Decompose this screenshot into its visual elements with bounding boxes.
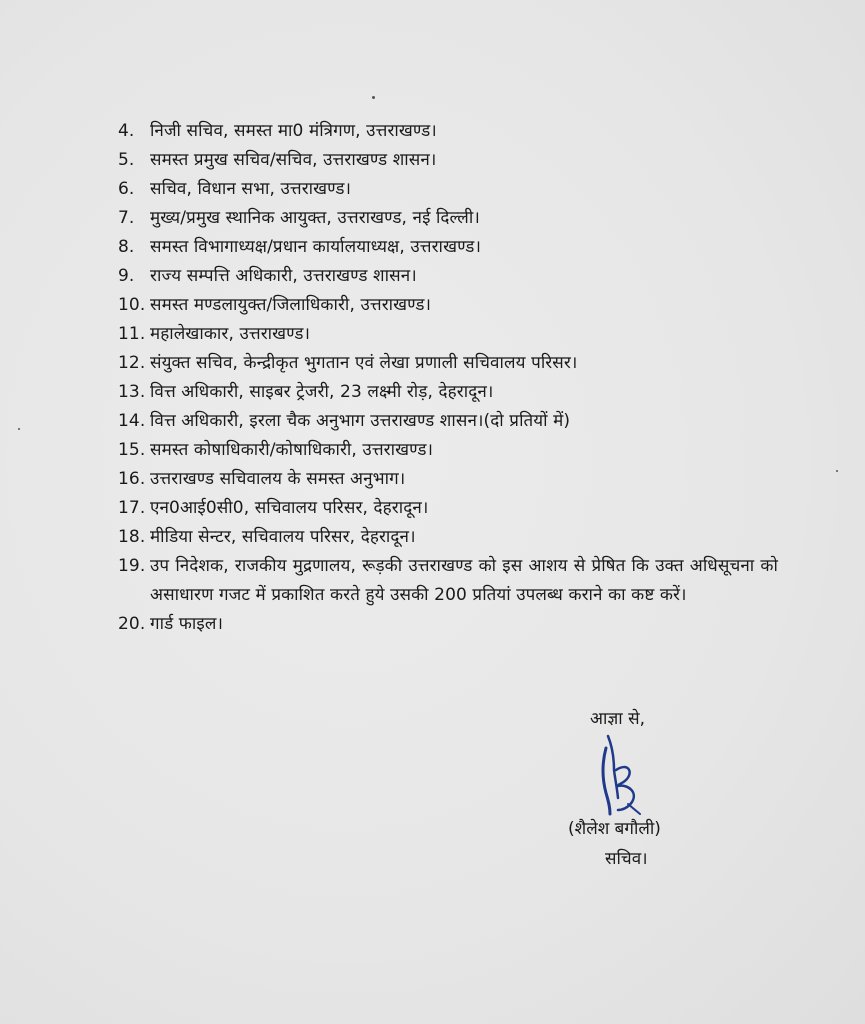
signer-name: (शैलेश बगौली) [568, 819, 661, 839]
item-number: 9. [118, 266, 135, 286]
list-item [118, 349, 778, 378]
list-item [118, 146, 778, 175]
list-item [118, 378, 778, 407]
list-item [118, 523, 778, 552]
item-number: 6. [118, 179, 135, 199]
item-number: 11. [118, 324, 146, 344]
item-text: एन0आई0सी0, सचिवालय परिसर, देहरादून। [150, 498, 429, 518]
item-text: महालेखाकार, उत्तराखण्ड। [150, 324, 311, 344]
item-text: वित्त अधिकारी, इरला चैक अनुभाग उत्तराखण्ड शासन।(दो प्रतियों में) [150, 411, 571, 431]
item-number: 8. [118, 237, 135, 257]
item-text: गार्ड फाइल। [150, 614, 223, 634]
list-item [118, 233, 778, 262]
item-text: राज्य सम्पत्ति अधिकारी, उत्तराखण्ड शासन। [150, 266, 417, 286]
by-order-text: आज्ञा से, [590, 709, 645, 729]
item-number: 7. [118, 208, 135, 228]
signature-block [560, 700, 760, 880]
item-number: 12. [118, 353, 146, 373]
item-text: मीडिया सेन्टर, सचिवालय परिसर, देहरादून। [150, 527, 416, 547]
signer-title: सचिव। [605, 849, 648, 869]
list-item [118, 117, 778, 146]
item-number: 15. [118, 440, 146, 460]
item-text: उत्तराखण्ड सचिवालय के समस्त अनुभाग। [150, 469, 406, 489]
scan-speck [836, 470, 838, 472]
list-item [118, 407, 778, 436]
item-text: निजी सचिव, समस्त मा0 मंत्रिगण, उत्तराखण्ड। [150, 121, 437, 141]
scan-speck [18, 428, 20, 430]
item-text: उप निदेशक, राजकीय मुद्रणालय, रूड़की उत्तराखण्ड को इस आशय से प्रेषित कि उक्त अधिसूचना को असाधारण गजट में प्रकाशित करते हुये उसकी 200 प्रतियां उपलब्ध कराने का कष्ट करें। [150, 556, 778, 605]
item-number: 19. [118, 556, 146, 576]
list-item [118, 552, 778, 610]
item-number: 10. [118, 295, 146, 315]
list-item [118, 465, 778, 494]
list-item [118, 204, 778, 233]
item-number: 20. [118, 614, 146, 634]
list-item [118, 291, 778, 320]
handwritten-signature [588, 718, 658, 818]
list-item [118, 175, 778, 204]
list-item [118, 494, 778, 523]
item-number: 13. [118, 382, 146, 402]
item-text: वित्त अधिकारी, साइबर ट्रेजरी, 23 लक्ष्मी रोड़, देहरादून। [150, 382, 494, 402]
item-number: 14. [118, 411, 146, 431]
list-item [118, 262, 778, 291]
item-number: 5. [118, 150, 135, 170]
item-number: 16. [118, 469, 146, 489]
item-text: संयुक्त सचिव, केन्द्रीकृत भुगतान एवं लेखा प्रणाली सचिवालय परिसर। [150, 353, 578, 373]
distribution-list [118, 117, 778, 639]
item-number: 4. [118, 121, 135, 141]
item-number: 18. [118, 527, 146, 547]
list-item [118, 610, 778, 639]
item-number: 17. [118, 498, 146, 518]
item-text: समस्त मण्डलायुक्त/जिलाधिकारी, उत्तराखण्ड। [150, 295, 432, 315]
list-item [118, 320, 778, 349]
item-text: समस्त कोषाधिकारी/कोषाधिकारी, उत्तराखण्ड। [150, 440, 434, 460]
list-item [118, 436, 778, 465]
item-text: समस्त प्रमुख सचिव/सचिव, उत्तराखण्ड शासन। [150, 150, 437, 170]
scan-speck [372, 96, 375, 99]
item-text: समस्त विभागाध्यक्ष/प्रधान कार्यालयाध्यक्ष, उत्तराखण्ड। [150, 237, 481, 257]
item-text: मुख्य/प्रमुख स्थानिक आयुक्त, उत्तराखण्ड, नई दिल्ली। [150, 208, 480, 228]
item-text: सचिव, विधान सभा, उत्तराखण्ड। [150, 179, 352, 199]
